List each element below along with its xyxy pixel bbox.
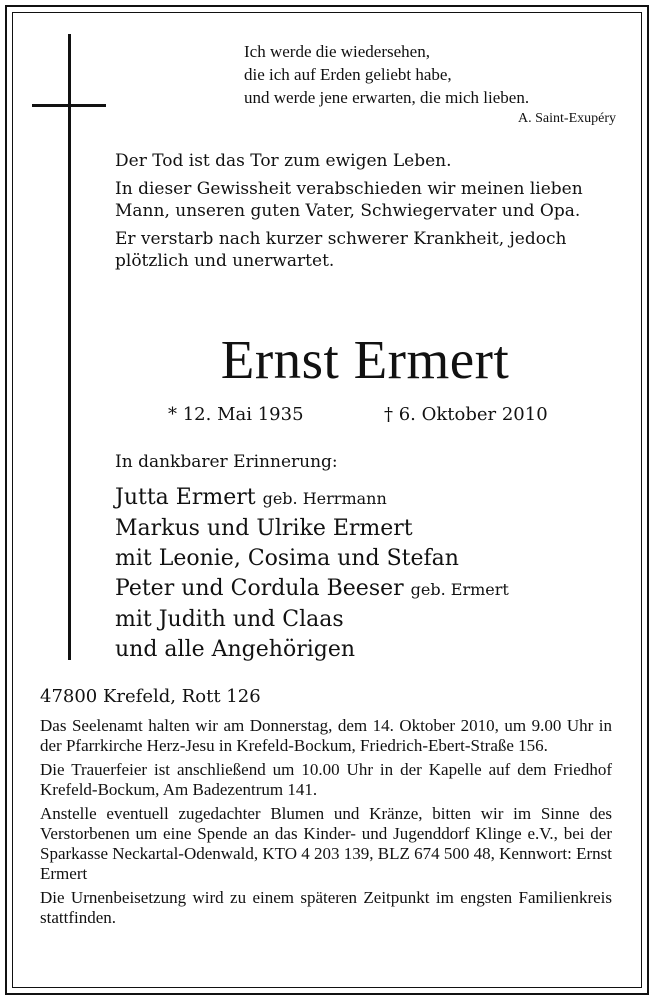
family-member-note: geb. Ermert: [410, 580, 509, 599]
intro-paragraph: Er verstarb nach kurzer schwerer Krankheit, jedoch plötzlich und unerwartet.: [115, 229, 567, 271]
address: 47800 Krefeld, Rott 126: [40, 686, 261, 707]
cross-icon-horizontal: [32, 104, 106, 107]
family-list: [115, 483, 595, 665]
family-member-name: Peter und Cordula Beeser: [115, 576, 404, 601]
intro-paragraph: In dieser Gewissheit verabschieden wir meinen lieben Mann, unseren guten Vater, Schwiegervater und Opa.: [115, 179, 583, 221]
family-member-name: Markus und Ulrike Ermert: [115, 516, 413, 541]
thanks-heading: In dankbarer Erinnerung:: [115, 452, 338, 472]
intro-paragraph: Der Tod ist das Tor zum ewigen Leben.: [115, 151, 452, 171]
family-member-name: Jutta Ermert: [115, 485, 256, 510]
family-member: [115, 635, 595, 665]
details-paragraph: Das Seelenamt halten wir am Donnerstag, dem 14. Oktober 2010, um 9.00 Uhr in der Pfarrkirche Herz-Jesu in Krefeld-Bockum, Friedrich-Ebert-Straße 156.: [40, 716, 612, 755]
family-member: [115, 514, 595, 544]
details-paragraph: Die Urnenbeisetzung wird zu einem späteren Zeitpunkt im engsten Familienkreis stattfinden.: [40, 888, 612, 927]
family-member-name: und alle Angehörigen: [115, 637, 356, 662]
details-text: [40, 716, 612, 932]
quote: [244, 40, 616, 109]
details-paragraph: Anstelle eventuell zugedachter Blumen und Kränze, bitten wir im Sinne des Verstorbenen um eine Spende an das Kinder- und Jugenddorf Klinge e.V., bei der Sparkasse Neckartal-Odenwald, KTO 4 203 139, BLZ 674 500 48, Kennwort: Ernst Ermert: [40, 804, 612, 883]
family-member: [115, 483, 595, 514]
family-member: [115, 544, 595, 574]
birth-date: * 12. Mai 1935: [168, 404, 304, 425]
family-member-name: mit Leonie, Cosima und Stefan: [115, 546, 459, 571]
quote-line: Ich werde die wiedersehen,: [244, 42, 430, 61]
details-paragraph: Die Trauerfeier ist anschließend um 10.00 Uhr in der Kapelle auf dem Friedhof Krefeld-Bockum, Am Badezentrum 141.: [40, 760, 612, 799]
family-member: [115, 605, 595, 635]
family-member: [115, 574, 595, 605]
quote-line: die ich auf Erden geliebt habe,: [244, 65, 452, 84]
deceased-name: Ernst Ermert: [220, 329, 510, 390]
quote-author: A. Saint-Exupéry: [518, 111, 616, 126]
death-date: † 6. Oktober 2010: [384, 404, 548, 425]
intro-text: [115, 150, 595, 278]
quote-line: und werde jene erwarten, die mich lieben.: [244, 88, 530, 107]
family-member-name: mit Judith und Claas: [115, 607, 344, 632]
family-member-note: geb. Herrmann: [262, 489, 387, 508]
cross-icon-vertical: [68, 34, 71, 660]
